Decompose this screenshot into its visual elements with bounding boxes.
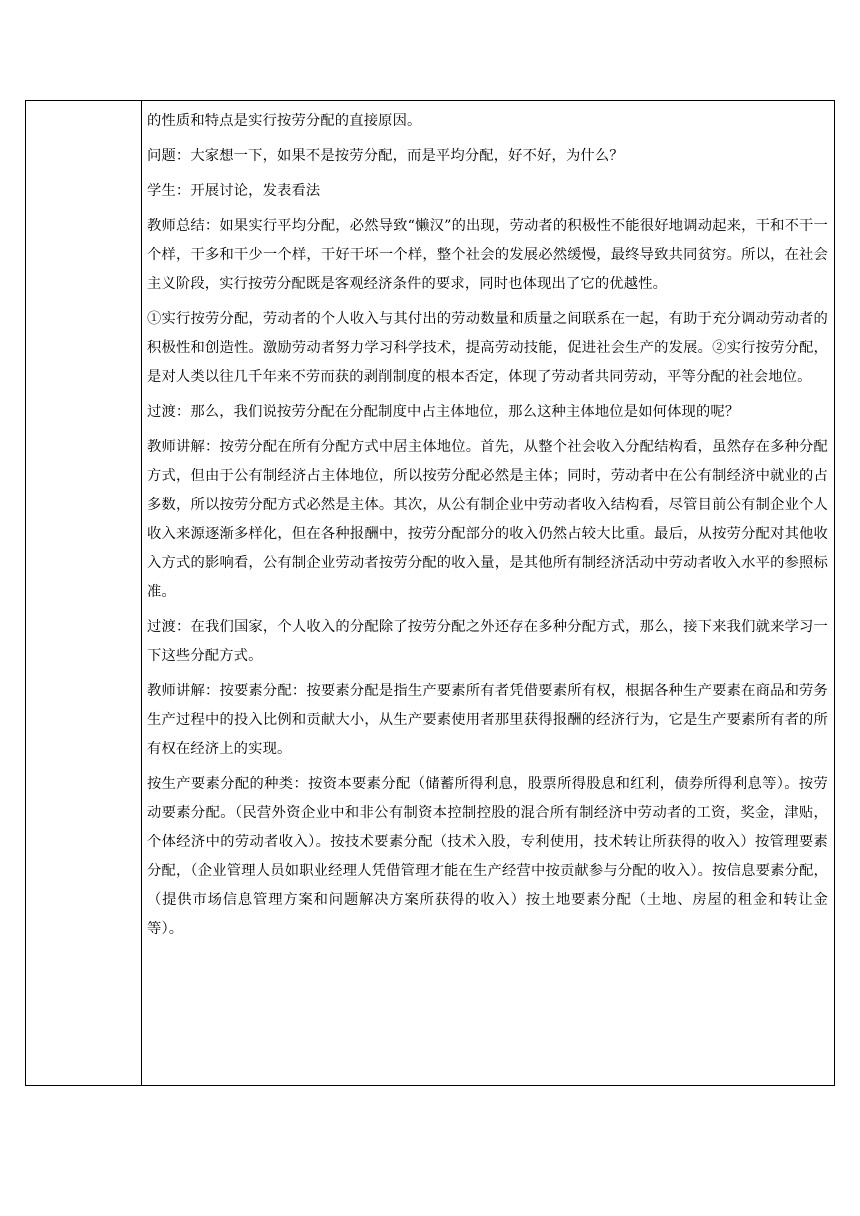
paragraph-teacher-explanation-2: 教师讲解：按要素分配：按要素分配是指生产要素所有者凭借要素所有权，根据各种生产要素在商品和劳务生产过程中的投入比例和贡献大小，从生产要素使用者那里获得报酬的经济行为，它是生产要素所有者的所有权在经济上的实现。 <box>147 683 828 757</box>
paragraph-benefits: ①实行按劳分配，劳动者的个人收入与其付出的劳动数量和质量之间联系在一起，有助于充分调动劳动者的积极性和创造性。激励劳动者努力学习科学技术，提高劳动技能，促进社会生产的发展。②实行按劳分配，是对人类以往几千年来不劳而获的剥削制度的根本否定，体现了劳动者共同劳动，平等分配的社会地位。 <box>147 311 828 385</box>
table-left-column <box>26 101 142 1085</box>
paragraph-reason: 的性质和特点是实行按劳分配的直接原因。 <box>147 113 422 129</box>
table-content-cell <box>142 101 834 1085</box>
paragraph-student: 学生：开展讨论，发表看法 <box>147 183 321 199</box>
paragraph-teacher-explanation-1: 教师讲解：按劳分配在所有分配方式中居主体地位。首先，从整个社会收入分配结构看，虽然存在多种分配方式，但由于公有制经济占主体地位，所以按劳分配必然是主体；同时，劳动者中在公有制经济中就业的占多数，所以按劳分配方式必然是主体。其次，从公有制企业中劳动者收入结构看，尽管目前公有制企业个人收入来源逐渐多样化，但在各种报酬中，按劳分配部分的收入仍然占较大比重。最后，从按劳分配对其他收入方式的影响看，公有制企业劳动者按劳分配的收入量，是其他所有制经济活动中劳动者收入水平的参照标准。 <box>147 439 828 600</box>
paragraph-transition-2: 过渡：在我们国家，个人收入的分配除了按劳分配之外还存在多种分配方式，那么，接下来我们就来学习一下这些分配方式。 <box>147 619 828 664</box>
paragraph-teacher-summary: 教师总结：如果实行平均分配，必然导致“懒汉”的出现，劳动者的积极性不能很好地调动起来，干和不干一个样，干多和干少一个样，干好干坏一个样，整个社会的发展必然缓慢，最终导致共同贫穷。所以，在社会主义阶段，实行按劳分配既是客观经济条件的要求，同时也体现出了它的优越性。 <box>147 218 828 292</box>
paragraph-question: 问题：大家想一下，如果不是按劳分配，而是平均分配，好不好，为什么？ <box>147 148 624 164</box>
paragraph-factor-types: 按生产要素分配的种类：按资本要素分配（储蓄所得利息，股票所得股息和红利，债券所得利息等）。按劳动要素分配。（民营外资企业中和非公有制资本控制控股的混合所有制经济中劳动者的工资，奖金，津贴，个体经济中的劳动者收入）。按技术要素分配（技术入股，专利使用，技术转让所获得的收入）按管理要素分配，（企业管理人员如职业经理人凭借管理才能在生产经营中按贡献参与分配的收入）。按信息要素分配，（提供市场信息管理方案和问题解决方案所获得的收入）按土地要素分配（土地、房屋的租金和转让金等）。 <box>147 776 828 937</box>
lesson-table <box>25 100 835 1086</box>
paragraph-transition-1: 过渡：那么，我们说按劳分配在分配制度中占主体地位，那么这种主体地位是如何体现的呢？ <box>147 404 740 420</box>
